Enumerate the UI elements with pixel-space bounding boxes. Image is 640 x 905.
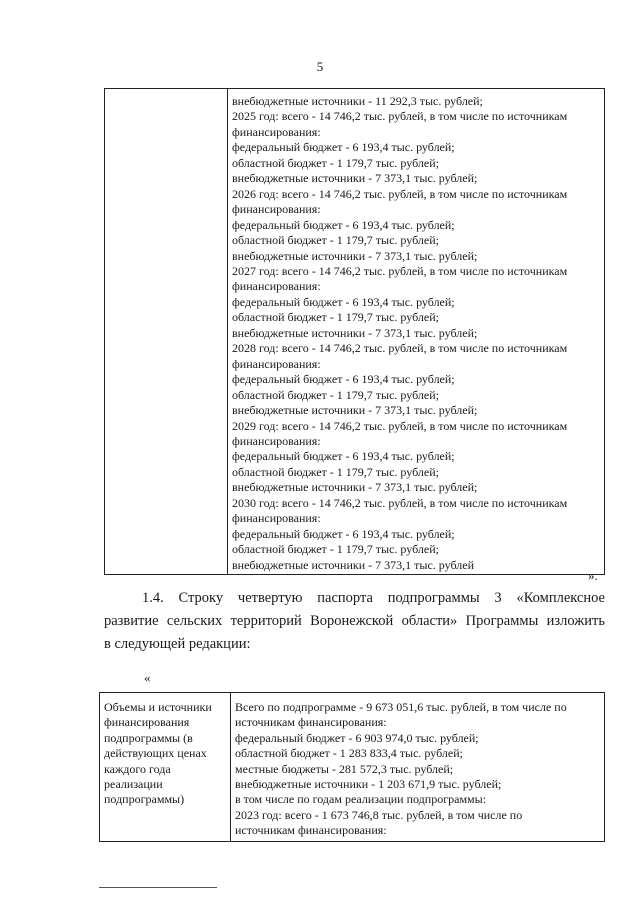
funding-line: федеральный бюджет - 6 193,4 тыс. рублей; (232, 526, 455, 541)
funding-line: федеральный бюджет - 6 193,4 тыс. рублей; (232, 140, 455, 155)
funding-line: внебюджетные источники - 7 373,1 тыс. рублей; (232, 171, 478, 186)
funding-line: внебюджетные источники - 11 292,3 тыс. рублей; (232, 94, 483, 108)
detail-line: Всего по подпрограмме - 9 673 051,6 тыс. рублей, в том числе по (235, 700, 567, 714)
amendment-paragraph (104, 587, 605, 656)
paragraph-line-2: развитие сельских территорий Воронежской области» Программы изложить (104, 613, 605, 629)
detail-line: источникам финансирования: (235, 715, 387, 730)
funding-table-continued (104, 88, 605, 575)
funding-line: 2028 год: всего - 14 746,2 тыс. рублей, в том числе по источникам (232, 341, 568, 356)
funding-line: финансирования: (232, 356, 321, 371)
heading-line: подпрограммы (в (104, 730, 193, 745)
funding-line: внебюджетные источники - 7 373,1 тыс. рублей; (232, 248, 478, 263)
opening-quote: « (144, 670, 151, 685)
funding-line: 2030 год: всего - 14 746,2 тыс. рублей, в том числе по источникам (232, 495, 568, 510)
heading-line: финансирования (104, 715, 190, 730)
funding-detail-lines (235, 700, 601, 839)
funding-line: 2029 год: всего - 14 746,2 тыс. рублей, в том числе по источникам (232, 418, 568, 433)
funding-line: финансирования: (232, 124, 321, 139)
table-right-cell (228, 89, 605, 575)
funding-line: областной бюджет - 1 179,7 тыс. рублей; (232, 387, 439, 402)
detail-line: 2023 год: всего - 1 673 746,8 тыс. рублей, в том числе по (235, 807, 523, 822)
funding-line: финансирования: (232, 511, 321, 526)
funding-line: внебюджетные источники - 7 373,1 тыс. рублей; (232, 403, 478, 418)
funding-line: финансирования: (232, 202, 321, 217)
paragraph-line-1: 1.4. Строку четвертую паспорта подпрограммы 3 «Комплексное (142, 590, 605, 606)
footnote-divider (99, 887, 217, 888)
funding-line: 2025 год: всего - 14 746,2 тыс. рублей, в том числе по источникам (232, 109, 568, 124)
table2-right-cell (231, 693, 605, 842)
paragraph-line-3: в следующей редакции: (104, 636, 251, 652)
page-number: 5 (316, 59, 324, 74)
funding-line: федеральный бюджет - 6 193,4 тыс. рублей; (232, 372, 455, 387)
heading-line: Объемы и источники (104, 700, 212, 714)
funding-line: областной бюджет - 1 179,7 тыс. рублей; (232, 542, 439, 557)
funding-line: финансирования: (232, 279, 321, 294)
funding-line: внебюджетные источники - 7 373,1 тыс. рублей; (232, 480, 478, 495)
detail-line: областной бюджет - 1 283 833,4 тыс. рублей; (235, 746, 463, 761)
funding-line: федеральный бюджет - 6 193,4 тыс. рублей; (232, 449, 455, 464)
table2-left-cell (100, 693, 231, 842)
funding-line: областной бюджет - 1 179,7 тыс. рублей; (232, 233, 439, 248)
detail-line: местные бюджеты - 281 572,3 тыс. рублей; (235, 761, 454, 776)
funding-line: областной бюджет - 1 179,7 тыс. рублей; (232, 310, 439, 325)
funding-line: федеральный бюджет - 6 193,4 тыс. рублей; (232, 294, 455, 309)
funding-line: внебюджетные источники - 7 373,1 тыс. рублей (232, 557, 475, 572)
heading-line: подпрограммы) (104, 792, 185, 807)
heading-line: действующих ценах (104, 746, 207, 761)
funding-line: внебюджетные источники - 7 373,1 тыс. рублей; (232, 325, 478, 340)
funding-line: федеральный бюджет - 6 193,4 тыс. рублей; (232, 217, 455, 232)
funding-line: областной бюджет - 1 179,7 тыс. рублей; (232, 464, 439, 479)
table-left-cell-empty (105, 89, 228, 575)
funding-line: 2026 год: всего - 14 746,2 тыс. рублей, в том числе по источникам (232, 186, 568, 201)
funding-lines (232, 94, 601, 573)
detail-line: внебюджетные источники - 1 203 671,9 тыс. рублей; (235, 777, 502, 792)
funding-line: 2027 год: всего - 14 746,2 тыс. рублей, в том числе по источникам (232, 263, 568, 278)
detail-line: в том числе по годам реализации подпрограммы: (235, 792, 487, 807)
heading-line: каждого года (104, 761, 171, 776)
heading-line: реализации (104, 777, 163, 792)
detail-line: федеральный бюджет - 6 903 974,0 тыс. рублей; (235, 730, 479, 745)
funding-heading-lines (104, 700, 226, 808)
funding-line: финансирования: (232, 433, 321, 448)
funding-line: областной бюджет - 1 179,7 тыс. рублей; (232, 155, 439, 170)
subprogram-funding-table (99, 692, 605, 842)
closing-quote: ». (588, 568, 598, 583)
detail-line: источникам финансирования: (235, 823, 387, 838)
